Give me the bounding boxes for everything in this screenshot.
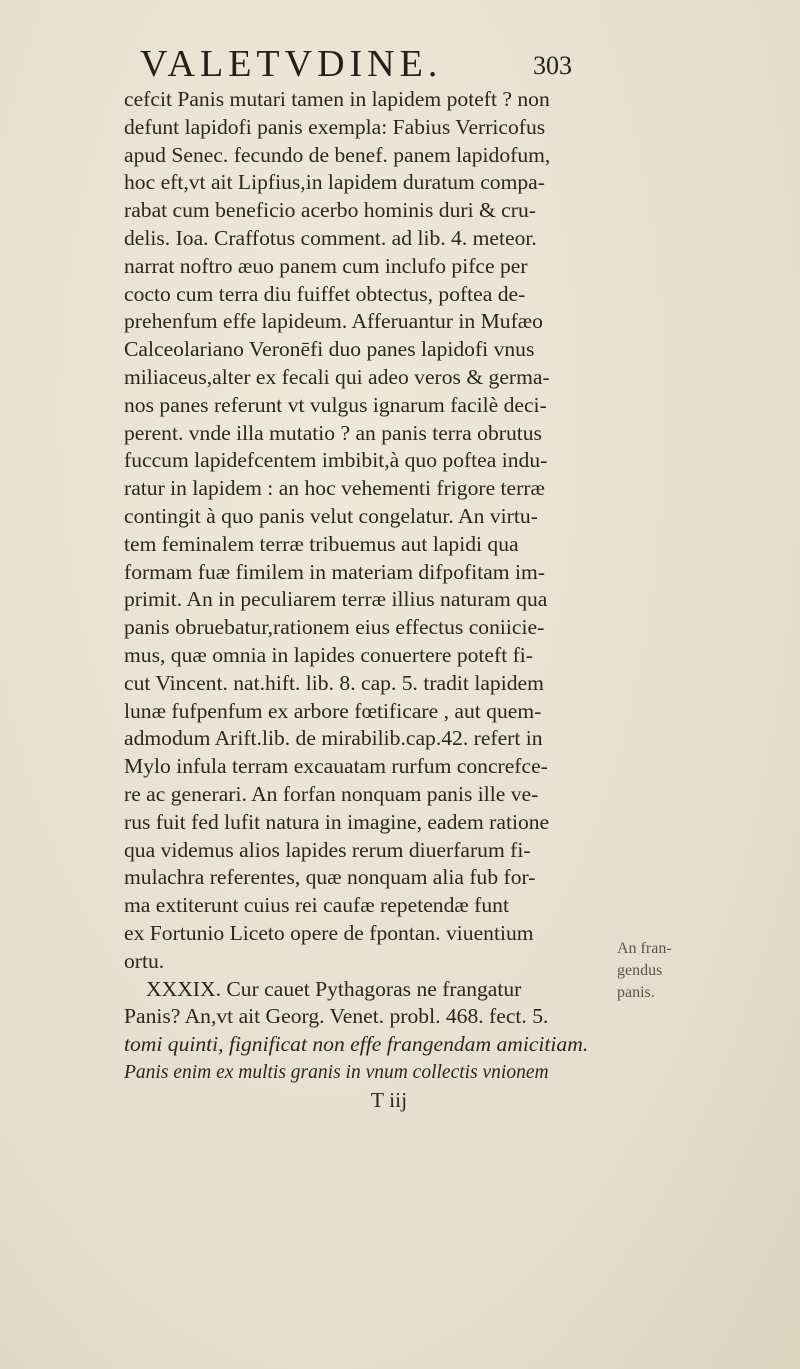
text-line: delis. Ioa. Craffotus comment. ad lib. 4. meteor. — [124, 225, 537, 250]
text-line: cefcit Panis mutari tamen in lapidem poteft ? non — [124, 87, 550, 111]
body-text — [124, 86, 594, 1114]
text-line: mulachra referentes, quæ nonquam alia fub for- — [124, 865, 536, 890]
section-heading-line: XXXIX. Cur cauet Pythagoras ne frangatur — [146, 976, 522, 1001]
text-line: narrat noftro æuo panem cum inclufo pifce per — [124, 253, 528, 278]
text-line: perent. vnde illa mutatio ? an panis terra obrutus — [124, 420, 542, 445]
text-line: Panis enim ex multis granis in vnum collectis vnionem — [124, 1061, 549, 1083]
text-line: ma extiterunt cuius rei caufæ repetendæ funt — [124, 893, 509, 918]
marginal-note-line: An fran- — [617, 940, 672, 957]
text-line: defunt lapidofi panis exempla: Fabius Verricofus — [124, 114, 546, 139]
page-header — [140, 42, 572, 86]
text-line: admodum Arift.lib. de mirabilib.cap.42. refert in — [124, 726, 543, 751]
text-line: rus fuit fed lufit natura in imagine, eadem ratione — [124, 809, 550, 834]
text-line: ortu. — [124, 948, 165, 973]
text-line: cut Vincent. nat.hift. lib. 8. cap. 5. tradit lapidem — [124, 670, 544, 695]
text-line: qua videmus alios lapides rerum diuerfarum fi- — [124, 837, 531, 862]
text-line: ratur in lapidem : an hoc vehementi frigore terræ — [124, 476, 545, 501]
text-line: nos panes referunt vt vulgus ignarum facilè deci- — [124, 392, 547, 417]
text-line: ex Fortunio Liceto opere de fpontan. viuentium — [124, 920, 534, 945]
text-line: cocto cum terra diu fuiffet obtectus, poftea de- — [124, 281, 526, 306]
text-line: Mylo infula terram excauatam rurfum concrefce- — [124, 754, 548, 779]
text-line: re ac generari. An forfan nonquam panis ille ve- — [124, 781, 539, 806]
marginal-note-line: panis. — [617, 984, 655, 1001]
text-line: hoc eft,vt ait Lipfius,in lapidem duratum compa- — [124, 170, 545, 195]
text-line: primit. An in peculiarem terræ illius naturam qua — [124, 587, 548, 612]
text-line: Panis? An,vt ait Georg. Venet. probl. 468. fect. 5. — [124, 1004, 549, 1029]
text-line: fuccum lapidefcentem imbibit,à quo poftea indu- — [124, 448, 548, 473]
marginal-note — [617, 938, 695, 1004]
signature-mark: T iij — [370, 1087, 408, 1112]
text-line: tomi quinti, fignificat non effe frangendam amicitiam. — [124, 1032, 589, 1057]
text-line: Calceolariano Veronēfi duo panes lapidofi vnus — [124, 337, 535, 362]
text-line: miliaceus,alter ex fecali qui adeo veros & germa- — [124, 364, 550, 389]
text-line: tem feminalem terræ tribuemus aut lapidi qua — [124, 531, 519, 556]
text-line: lunæ fufpenfum ex arbore fœtificare , aut quem- — [124, 698, 542, 723]
text-line: panis obruebatur,rationem eius effectus coniicie- — [124, 615, 545, 640]
running-title: VALETVDINE. — [140, 43, 443, 85]
text-line: contingit à quo panis velut congelatur. An virtu- — [124, 503, 538, 528]
text-line: mus, quæ omnia in lapides conuertere poteft fi- — [124, 642, 533, 667]
text-line: rabat cum beneficio acerbo hominis duri & cru- — [124, 198, 536, 223]
marginal-note-line: gendus — [617, 962, 663, 979]
text-line: apud Senec. fecundo de benef. panem lapidofum, — [124, 142, 551, 167]
page-number: 303 — [533, 51, 572, 80]
text-line: prehenfum effe lapideum. Afferuantur in Mufæo — [124, 309, 543, 334]
text-line: formam fuæ fimilem in materiam difpofitam im- — [124, 559, 545, 584]
